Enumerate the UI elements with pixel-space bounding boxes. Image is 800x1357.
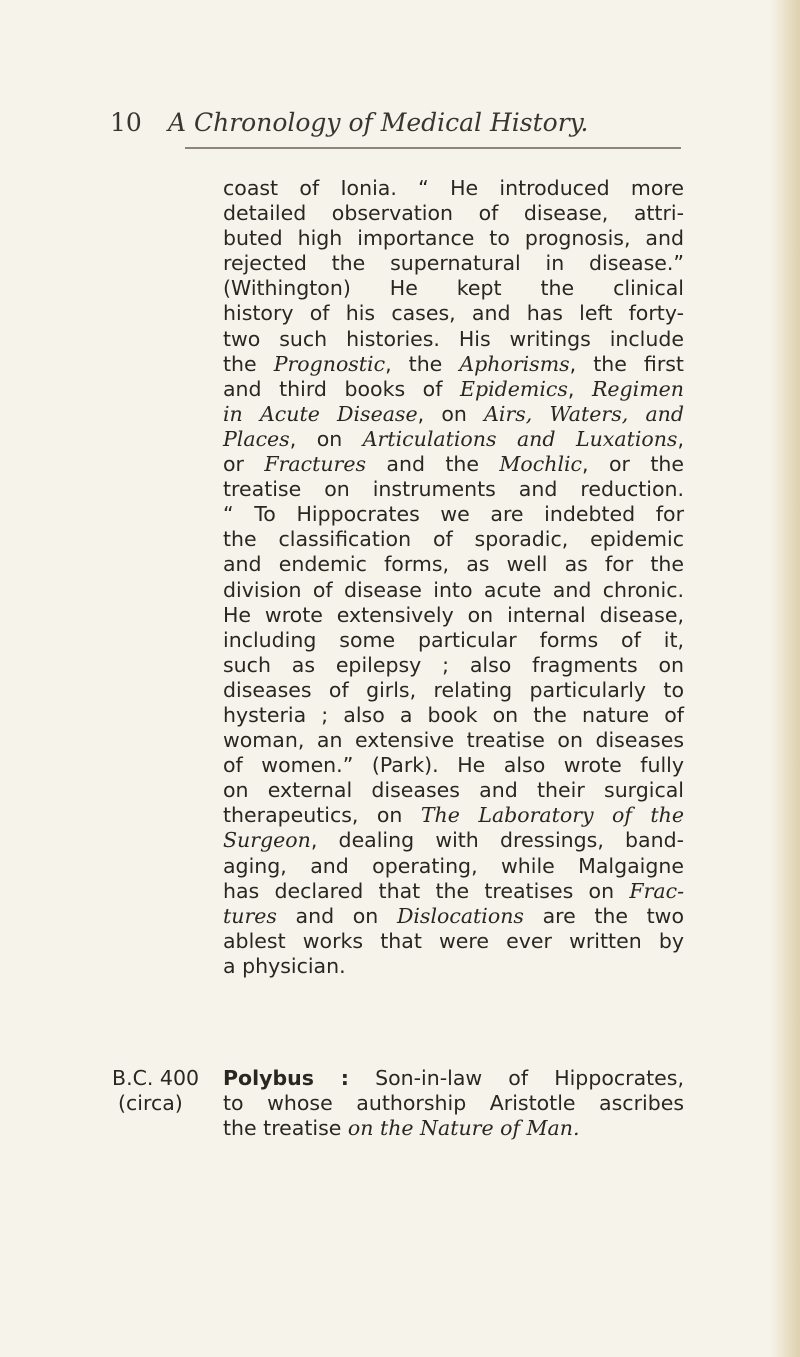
italic-title: The Laboratory of the xyxy=(420,803,684,828)
text-run: including some particular forms of it, xyxy=(223,627,684,652)
text-run: and on xyxy=(276,903,397,928)
text-run: , on xyxy=(417,401,485,426)
text-run: detailed observation of disease, attri- xyxy=(223,201,684,226)
text-run: are the two xyxy=(523,903,684,928)
text-line xyxy=(223,1066,684,1091)
text-run: therapeutics, on xyxy=(223,803,421,828)
text-line xyxy=(223,653,684,678)
text-line xyxy=(223,603,684,628)
italic-title: Fractures xyxy=(264,452,366,477)
text-line xyxy=(223,452,684,477)
text-run: “ To Hippocrates we are indebted for xyxy=(223,502,684,527)
italic-title: Regimen xyxy=(591,376,684,401)
text-run: such as epilepsy ; also fragments on xyxy=(223,652,684,677)
text-line xyxy=(223,578,684,603)
text-line xyxy=(223,502,684,527)
italic-title: Epidemics xyxy=(459,376,568,401)
italic-title: on the Nature of Man. xyxy=(347,1116,580,1141)
entry-name: Polybus : xyxy=(223,1066,349,1090)
text-line xyxy=(223,703,684,728)
text-line xyxy=(223,904,684,929)
text-line xyxy=(223,552,684,577)
italic-title: Articulations and Luxations xyxy=(362,426,678,451)
text-line xyxy=(223,251,684,276)
polybus-entry xyxy=(223,1066,684,1141)
text-line xyxy=(223,427,684,452)
text-line xyxy=(223,1116,684,1141)
text-run: or xyxy=(223,452,265,477)
italic-title: Surgeon xyxy=(223,828,311,853)
text-line xyxy=(223,753,684,778)
text-run: woman, an extensive treatise on diseases xyxy=(223,728,684,753)
text-line xyxy=(223,628,684,653)
text-run: ablest works that were ever written by xyxy=(223,928,684,953)
entry-circa: (circa) xyxy=(118,1091,183,1116)
text-line xyxy=(223,803,684,828)
text-run: and the xyxy=(366,452,500,477)
header-rule xyxy=(185,147,681,149)
text-line xyxy=(223,854,684,879)
text-run: diseases of girls, relating particularly to xyxy=(223,677,684,702)
page-edge-shading xyxy=(770,0,800,1357)
text-run: division of disease into acute and chronic. xyxy=(223,577,684,602)
text-line xyxy=(223,527,684,552)
text-line xyxy=(223,678,684,703)
text-line xyxy=(223,377,684,402)
text-line xyxy=(223,828,684,853)
text-line xyxy=(223,276,684,301)
entry-date xyxy=(112,1066,199,1116)
italic-title: Dislocations xyxy=(396,903,524,928)
text-run: aging, and operating, while Malgaigne xyxy=(223,853,684,878)
text-run: the classification of sporadic, epidemic xyxy=(223,527,684,552)
text-line xyxy=(223,327,684,352)
text-line xyxy=(223,1091,684,1116)
text-run: a physician. xyxy=(223,953,346,978)
text-run: on external diseases and their surgical xyxy=(223,778,684,803)
text-line xyxy=(223,176,684,201)
text-run: , on xyxy=(289,426,363,451)
text-run: treatise on instruments and reduction. xyxy=(223,477,684,502)
text-line xyxy=(223,402,684,427)
text-line xyxy=(223,879,684,904)
italic-title: Places xyxy=(223,426,290,451)
running-header xyxy=(0,100,800,140)
text-run: of women.” (Park). He also wrote fully xyxy=(223,753,684,778)
hippocrates-paragraph xyxy=(223,176,684,979)
text-line xyxy=(223,778,684,803)
italic-title: Prognostic xyxy=(273,351,386,376)
running-title: A Chronology of Medical History. xyxy=(168,108,589,137)
text-run: two such histories. His writings include xyxy=(223,326,684,351)
italic-title: Frac- xyxy=(629,878,684,903)
text-line xyxy=(223,201,684,226)
text-run: has declared that the treatises on xyxy=(223,878,630,903)
text-run: the xyxy=(223,351,274,376)
text-run: the treatise xyxy=(223,1116,348,1141)
text-run: history of his cases, and has left forty- xyxy=(223,301,684,326)
italic-title: Aphorisms xyxy=(459,351,570,376)
text-line xyxy=(223,226,684,251)
text-line xyxy=(223,352,684,377)
text-run: rejected the supernatural in disease.” xyxy=(223,251,684,276)
text-run: , xyxy=(567,376,592,401)
text-run: and endemic forms, as well as for the xyxy=(223,552,684,577)
italic-title: Airs, Waters, and xyxy=(484,401,684,426)
text-line xyxy=(223,954,684,979)
italic-title: tures xyxy=(223,903,277,928)
text-run: Son-in-law of Hippocrates, xyxy=(348,1066,684,1090)
italic-title: in Acute Disease xyxy=(223,401,418,426)
text-line xyxy=(223,301,684,326)
text-run: , dealing with dressings, band- xyxy=(310,828,684,853)
text-run: (Withington) He kept the clinical xyxy=(223,276,684,301)
text-run: He wrote extensively on internal disease, xyxy=(223,602,684,627)
text-line xyxy=(223,728,684,753)
entry-year: B.C. 400 xyxy=(112,1066,200,1090)
page-number: 10 xyxy=(110,108,142,137)
text-run: , xyxy=(677,426,684,451)
text-run: , or the xyxy=(582,452,684,477)
text-line xyxy=(223,477,684,502)
text-run: , the xyxy=(385,351,460,376)
text-line xyxy=(223,929,684,954)
text-run: buted high importance to prognosis, and xyxy=(223,226,684,251)
text-run: coast of Ionia. “ He introduced more xyxy=(223,176,684,200)
text-run: and third books of xyxy=(223,376,460,401)
italic-title: Mochlic xyxy=(499,452,583,477)
text-run: , the first xyxy=(569,351,684,376)
text-run: hysteria ; also a book on the nature of xyxy=(223,702,684,727)
text-run: to whose authorship Aristotle ascribes xyxy=(223,1091,684,1116)
